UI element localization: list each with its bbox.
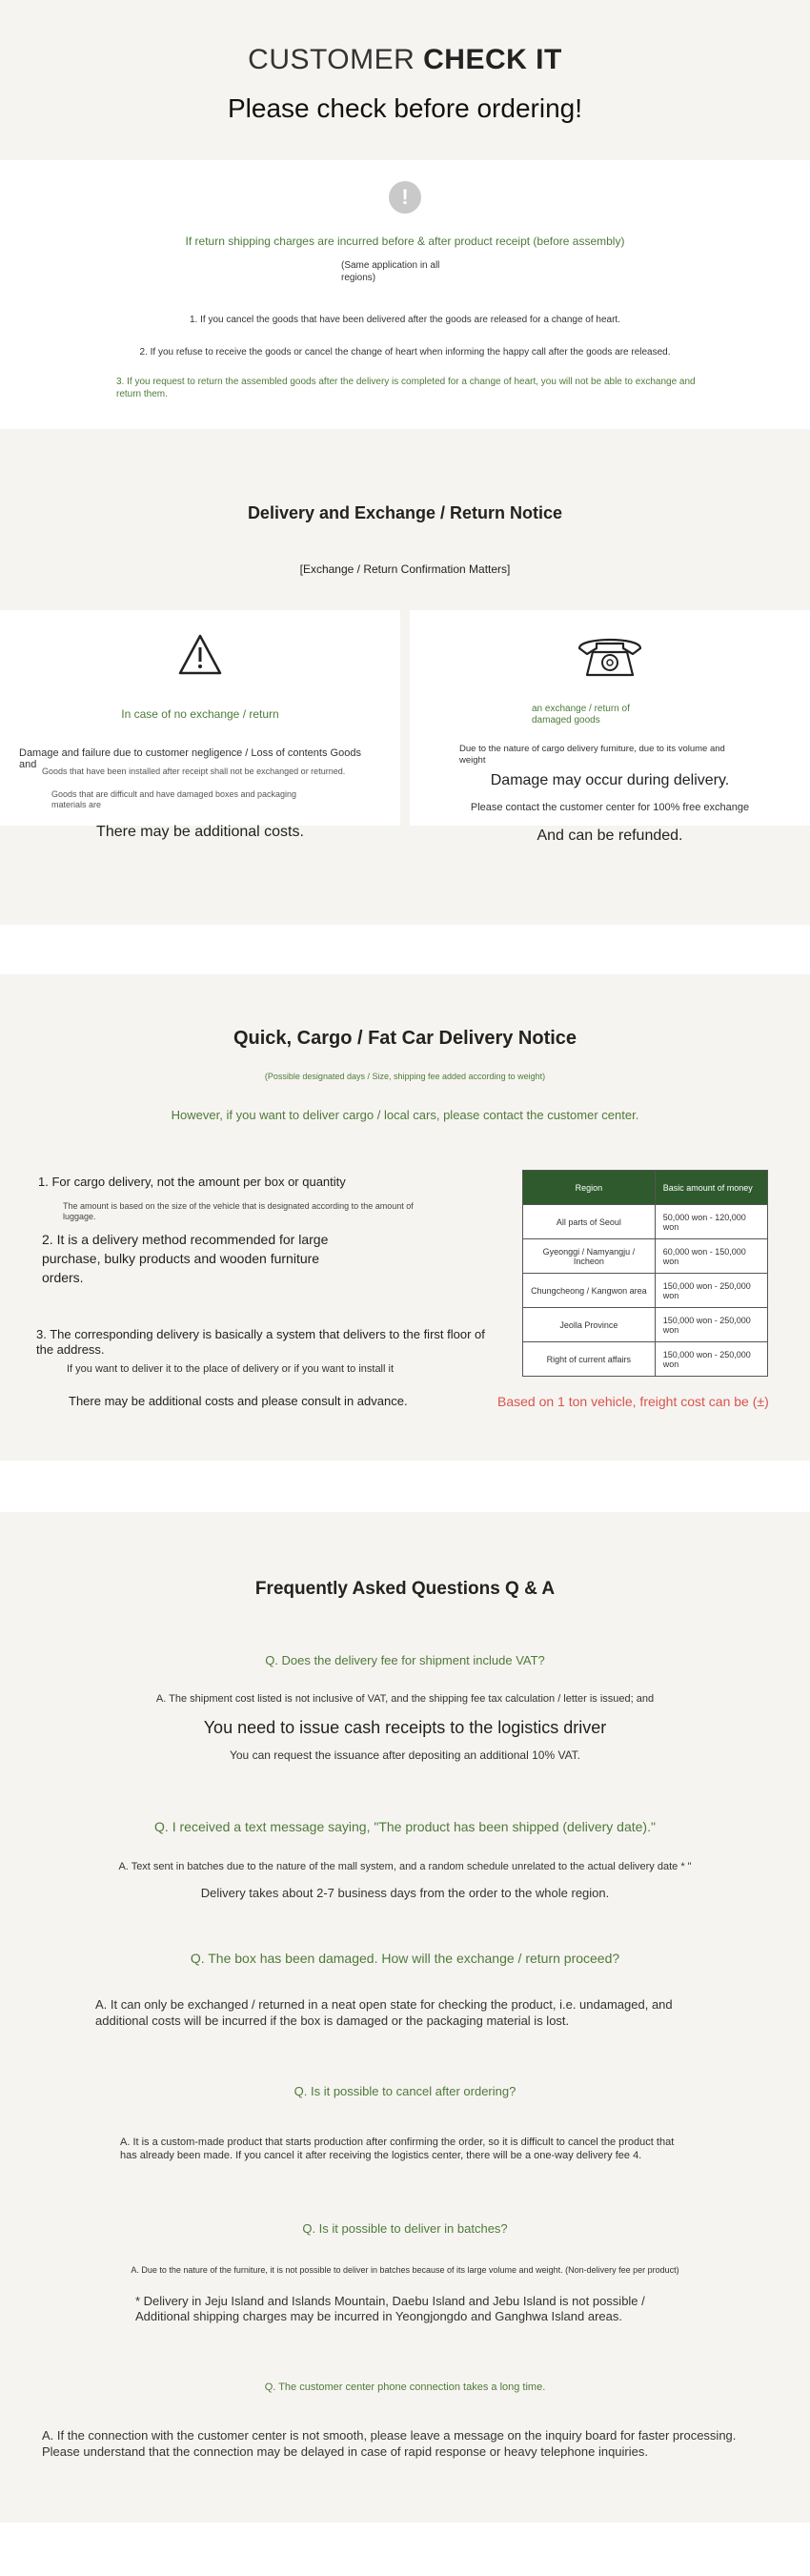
table-cell-amount: 150,000 won - 250,000 won (655, 1308, 767, 1342)
title-light: CUSTOMER (248, 44, 415, 75)
cargo-item-3-note: If you want to deliver it to the place of delivery or if you want to install it (67, 1363, 395, 1375)
no-exchange-line-3: Goods that are difficult and have damaged boxes and packaging materials are (51, 789, 297, 809)
table-cell-amount: 150,000 won - 250,000 won (655, 1342, 767, 1377)
cargo-item-3-consult: There may be additional costs and please consult in advance. (69, 1394, 408, 1408)
faq-question-6: Q. The customer center phone connection takes a long time. (264, 2382, 546, 2393)
delivery-exchange-section (0, 429, 810, 925)
title-bold: CHECK IT (423, 44, 562, 75)
freight-rate-table (522, 1170, 768, 1377)
cargo-delivery-section (0, 974, 810, 1461)
damaged-goods-contact: Please contact the customer center for 100% free exchange (470, 802, 750, 813)
table-header-region: Region (523, 1171, 656, 1205)
faq-answer-2-line-2: Delivery takes about 2-7 business days from the order to the whole region. (200, 1886, 610, 1900)
notice-same-application: (Same application in all regions) (341, 260, 440, 283)
faq-title: Frequently Asked Questions Q & A (254, 1579, 556, 1599)
faq-answer-2-line-1: A. Text sent in batches due to the nature of the mall system, and a random schedule unrelated to the actual delivery date * " (118, 1861, 692, 1872)
notice-headline: If return shipping charges are incurred before & after product receipt (before assembly) (185, 235, 625, 248)
telephone-icon (574, 631, 646, 679)
table-header-row (523, 1171, 768, 1205)
table-cell-amount: 150,000 won - 250,000 won (655, 1274, 767, 1308)
notice-item-1: 1. If you cancel the goods that have been delivered after the goods are released for a change of heart. (190, 315, 620, 325)
no-exchange-panel (0, 610, 400, 840)
faq-answer-5-line-1: A. Due to the nature of the furniture, it is not possible to deliver in batches because of its large volume and weight. (Non-delivery fee per product) (131, 2265, 679, 2275)
table-cell-region: Chungcheong / Kangwon area (523, 1274, 656, 1308)
cargo-freight-note: Based on 1 ton vehicle, freight cost can be (±) (497, 1394, 769, 1409)
cargo-item-3: 3. The corresponding delivery is basically a system that delivers to the first floor of the address. (36, 1327, 485, 1357)
faq-question-4: Q. Is it possible to cancel after ordering? (294, 2084, 516, 2098)
no-exchange-line-2: Goods that have been installed after receipt shall not be exchanged or returned. (42, 767, 346, 776)
table-row (523, 1239, 768, 1274)
table-row (523, 1342, 768, 1377)
cargo-item-1: 1. For cargo delivery, not the amount per box or quantity (38, 1175, 346, 1189)
damaged-goods-line-1: Due to the nature of cargo delivery furniture, due to its volume and weight (459, 744, 725, 766)
faq-question-3: Q. The box has been damaged. How will the exchange / return proceed? (190, 1951, 620, 1966)
faq-question-5: Q. Is it possible to deliver in batches? (302, 2221, 508, 2236)
damaged-goods-panel (410, 610, 810, 844)
faq-question-2: Q. I received a text message saying, "The product has been shipped (delivery date)." (154, 1819, 656, 1834)
damaged-goods-refund: And can be refunded. (537, 828, 683, 844)
faq-answer-1-line-2: You can request the issuance after depositing an additional 10% VAT. (229, 1748, 581, 1762)
faq-question-1: Q. Does the delivery fee for shipment include VAT? (265, 1653, 545, 1667)
table-cell-amount: 60,000 won - 150,000 won (655, 1239, 767, 1274)
page-subtitle: Please check before ordering! (228, 93, 582, 123)
cargo-item-2: 2. It is a delivery method recommended for large purchase, bulky products and wooden furniture orders. (42, 1232, 329, 1285)
faq-answer-5-line-2: * Delivery in Jeju Island and Islands Mountain, Daebu Island and Jebu Island is not possible / Additional shipping charges may be incurred in Yeongjongdo and Ganghwa Island areas. (135, 2294, 645, 2323)
cargo-title: Quick, Cargo / Fat Car Delivery Notice (233, 1028, 577, 1049)
page-title (0, 44, 810, 76)
notice-item-2: 2. If you refuse to receive the goods or cancel the change of heart when informing the happy call after the goods are released. (139, 347, 671, 358)
notice-item-3: 3. If you request to return the assembled goods after the delivery is completed for a change of heart, you will not be able to exchange and return them. (116, 377, 696, 399)
faq-answer-1-line-1: A. The shipment cost listed is not inclusive of VAT, and the shipping fee tax calculation / letter is issued; and (155, 1693, 655, 1705)
table-row (523, 1274, 768, 1308)
header-section (0, 0, 810, 160)
faq-answer-1-highlight: You need to issue cash receipts to the logistics driver (203, 1718, 607, 1737)
no-exchange-heading: In case of no exchange / return (121, 707, 279, 721)
return-shipping-notice (0, 160, 810, 429)
table-row (523, 1308, 768, 1342)
table-row (523, 1205, 768, 1239)
delivery-title: Delivery and Exchange / Return Notice (247, 503, 563, 522)
table-cell-region: Right of current affairs (523, 1342, 656, 1377)
table-cell-amount: 50,000 won - 120,000 won (655, 1205, 767, 1239)
exclamation-icon: ! (389, 181, 421, 214)
table-cell-region: Jeolla Province (523, 1308, 656, 1342)
faq-answer-4: A. It is a custom-made product that starts production after confirming the order, so it is difficult to cancel the product that has already been made. If you cancel it after receiving the logistics center, there will be a one-way delivery fee 4. (120, 2136, 675, 2161)
table-header-amount: Basic amount of money (655, 1171, 767, 1205)
faq-section (0, 1512, 810, 2523)
table-cell-region: Gyeonggi / Namyangju / Incheon (523, 1239, 656, 1274)
faq-answer-6: A. If the connection with the customer center is not smooth, please leave a message on the inquiry board for faster processing. Please understand that the connection may be delayed in case of rapid response or heavy telephone inquiries. (42, 2428, 737, 2459)
cargo-item-1-note: The amount is based on the size of the vehicle that is designated according to the amount of luggage. (63, 1201, 414, 1221)
no-exchange-additional-costs: There may be additional costs. (96, 824, 304, 840)
no-exchange-line-1: Damage and failure due to customer negligence / Loss of contents Goods and (19, 747, 361, 770)
damaged-goods-heading: an exchange / return of damaged goods (532, 704, 630, 726)
damaged-goods-damage-note: Damage may occur during delivery. (490, 772, 730, 788)
faq-answer-3: A. It can only be exchanged / returned in a neat open state for checking the product, i.e. undamaged, and additional costs will be incurred if the box is damaged or the packaging material is lost. (95, 1997, 673, 2028)
table-cell-region: All parts of Seoul (523, 1205, 656, 1239)
delivery-subtitle: [Exchange / Return Confirmation Matters] (299, 562, 511, 576)
cargo-note: (Possible designated days / Size, shipping fee added according to weight) (264, 1072, 546, 1081)
warning-triangle-icon (177, 633, 223, 677)
cargo-subtitle: However, if you want to deliver cargo / local cars, please contact the customer center. (171, 1108, 639, 1122)
